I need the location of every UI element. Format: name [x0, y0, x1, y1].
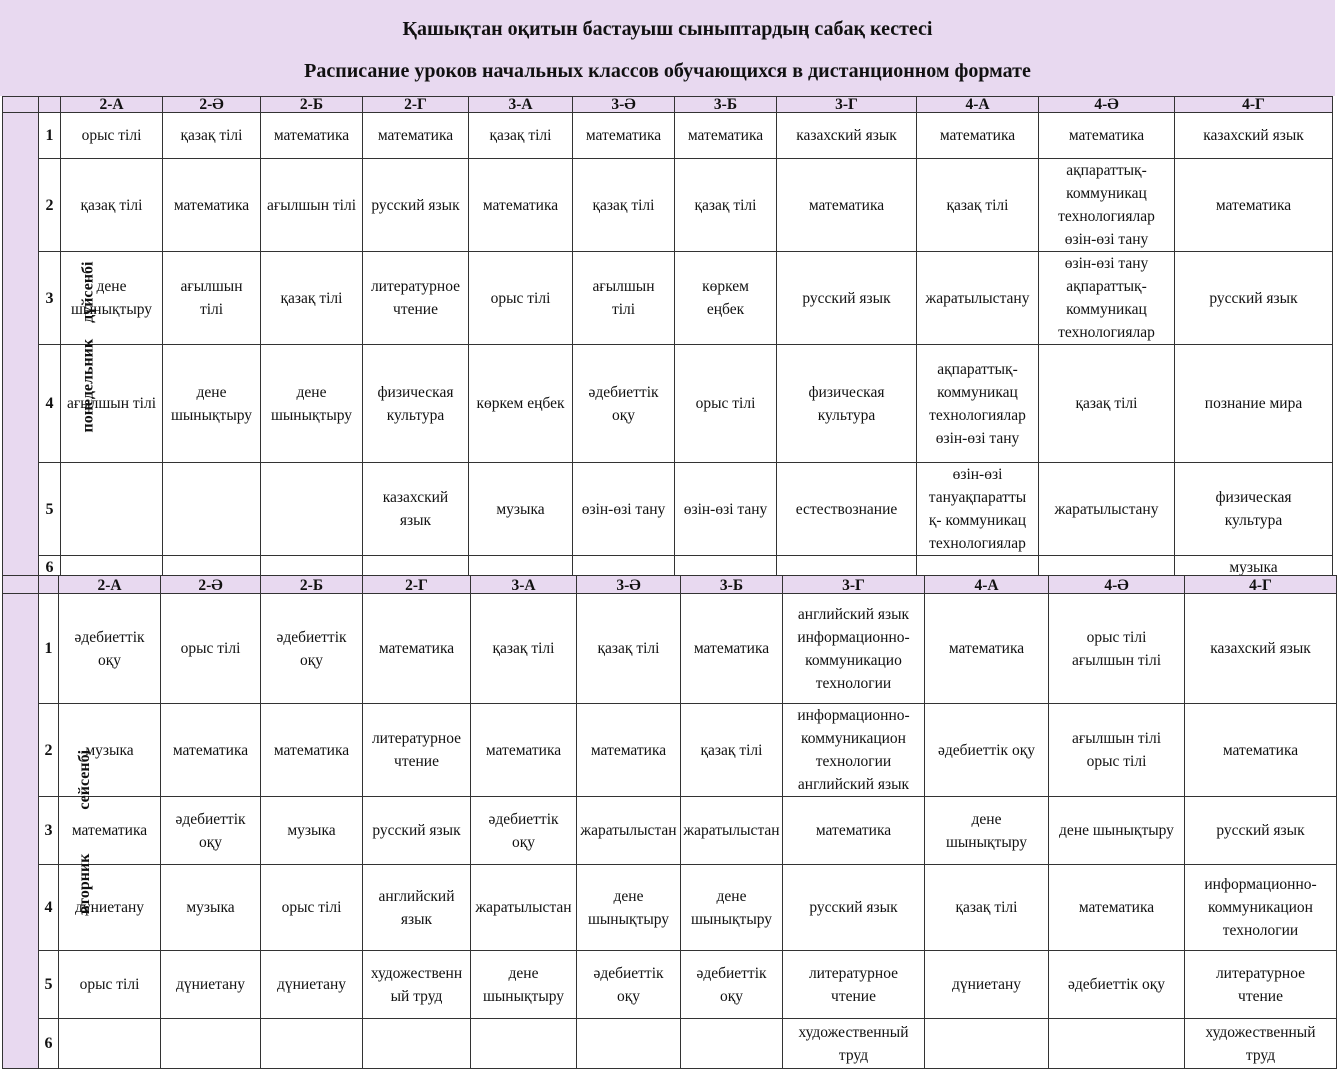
- subject-cell: орыс тілі: [469, 252, 573, 345]
- class-header: 2-Б: [261, 97, 363, 113]
- table-row: [3, 345, 1333, 463]
- subject-cell: қазақ тілі: [681, 704, 783, 797]
- subject-cell: ағылшын тілі: [261, 159, 363, 252]
- subject-cell: әдебиеттік оқу: [925, 704, 1049, 797]
- subject-cell: литературное чтение: [363, 704, 471, 797]
- subject-cell: [577, 1019, 681, 1069]
- subject-cell: әдебиеттік оқу: [161, 797, 261, 865]
- subject-cell: литературное чтение: [1185, 951, 1337, 1019]
- subject-cell: өзін-өзі тануақпаратты қ- коммуникац технологиялар: [917, 463, 1039, 556]
- subject-cell: литературное чтение: [783, 951, 925, 1019]
- title-russian: Расписание уроков начальных классов обучающихся в дистанционном формате: [304, 60, 1031, 82]
- subject-cell: физическая культура: [777, 345, 917, 463]
- lesson-number: 6: [39, 556, 61, 580]
- lesson-number: 5: [39, 463, 61, 556]
- subject-cell: дүниетану: [59, 865, 161, 951]
- table-row: [3, 704, 1337, 797]
- subject-cell: математика: [1039, 113, 1175, 159]
- subject-cell: математика: [675, 113, 777, 159]
- corner-cell: [39, 97, 61, 113]
- subject-cell: орыс тілі: [161, 594, 261, 704]
- subject-cell: ақпараттық- коммуникац технологиялар өзін-өзі тану: [1039, 159, 1175, 252]
- subject-cell: художественн ый труд: [363, 951, 471, 1019]
- subject-cell: русский язык: [777, 252, 917, 345]
- class-header: 2-А: [61, 97, 163, 113]
- subject-cell: көркем еңбек: [675, 252, 777, 345]
- class-header: 2-Г: [363, 97, 469, 113]
- subject-cell: [59, 1019, 161, 1069]
- class-header: 3-Г: [783, 576, 925, 594]
- subject-cell: математика: [917, 113, 1039, 159]
- subject-cell: дүниетану: [161, 951, 261, 1019]
- subject-cell: математика: [59, 797, 161, 865]
- table-row: [3, 951, 1337, 1019]
- subject-cell: математика: [161, 704, 261, 797]
- subject-cell: математика: [163, 159, 261, 252]
- subject-cell: [681, 1019, 783, 1069]
- subject-cell: дене шынықтыру: [471, 951, 577, 1019]
- subject-cell: музыка: [261, 797, 363, 865]
- subject-cell: информационно- коммуникацион технологии: [1185, 865, 1337, 951]
- table-row: [3, 865, 1337, 951]
- subject-cell: қазақ тілі: [925, 865, 1049, 951]
- class-header: 3-Б: [675, 97, 777, 113]
- subject-cell: художественный труд: [783, 1019, 925, 1069]
- subject-cell: дене шынықтыру: [681, 865, 783, 951]
- subject-cell: физическая культура: [1175, 463, 1333, 556]
- subject-cell: дүниетану: [925, 951, 1049, 1019]
- subject-cell: [163, 463, 261, 556]
- subject-cell: [261, 463, 363, 556]
- table-row: [3, 252, 1333, 345]
- subject-cell: русский язык: [363, 159, 469, 252]
- lesson-number: 6: [39, 1019, 59, 1069]
- class-header: 3-А: [469, 97, 573, 113]
- subject-cell: физическая культура: [363, 345, 469, 463]
- subject-cell: қазақ тілі: [261, 252, 363, 345]
- subject-cell: өзін-өзі тану: [675, 463, 777, 556]
- lesson-number: 5: [39, 951, 59, 1019]
- subject-cell: қазақ тілі: [163, 113, 261, 159]
- table-row: [3, 594, 1337, 704]
- subject-cell: әдебиеттік оқу: [1049, 951, 1185, 1019]
- subject-cell: казахский язык: [1175, 113, 1333, 159]
- subject-cell: дене шынықтыру: [1049, 797, 1185, 865]
- subject-cell: қазақ тілі: [1039, 345, 1175, 463]
- subject-cell: ағылшын тілі: [573, 252, 675, 345]
- subject-cell: [161, 1019, 261, 1069]
- subject-cell: көркем еңбек: [469, 345, 573, 463]
- subject-cell: музыка: [161, 865, 261, 951]
- day-label-cell: [3, 113, 97, 580]
- subject-cell: математика: [925, 594, 1049, 704]
- subject-cell: математика: [681, 594, 783, 704]
- subject-cell: [61, 463, 163, 556]
- subject-cell: казахский язык: [363, 463, 469, 556]
- corner-cell: [3, 97, 39, 113]
- subject-cell: математика: [577, 704, 681, 797]
- schedule-table-tuesday: [2, 575, 1337, 1069]
- subject-cell: информационно- коммуникацион технологии английский язык: [783, 704, 925, 797]
- subject-cell: жаратылыстану: [917, 252, 1039, 345]
- subject-cell: [363, 1019, 471, 1069]
- subject-cell: музыка: [469, 463, 573, 556]
- subject-cell: математика: [261, 704, 363, 797]
- subject-cell: өзін-өзі тану ақпараттық- коммуникац технологиялар: [1039, 252, 1175, 345]
- subject-cell: орыс тілі: [261, 865, 363, 951]
- class-header: 4-Ә: [1049, 576, 1185, 594]
- subject-cell: әдебиеттік оқу: [573, 345, 675, 463]
- subject-cell: [471, 1019, 577, 1069]
- subject-cell: әдебиеттік оқу: [261, 594, 363, 704]
- table-row: [3, 797, 1337, 865]
- subject-cell: [1049, 1019, 1185, 1069]
- subject-cell: познание мира: [1175, 345, 1333, 463]
- subject-cell: русский язык: [1185, 797, 1337, 865]
- subject-cell: дене шынықтыру: [61, 252, 163, 345]
- subject-cell: музыка: [1175, 556, 1333, 580]
- subject-cell: дене шынықтыру: [577, 865, 681, 951]
- lesson-number: 1: [39, 113, 61, 159]
- day-label: понедельник дүйсенбі: [79, 261, 97, 432]
- class-header: 4-Г: [1175, 97, 1333, 113]
- lesson-number: 2: [39, 159, 61, 252]
- class-header: 2-А: [59, 576, 161, 594]
- subject-cell: математика: [261, 113, 363, 159]
- class-header: 2-Г: [363, 576, 471, 594]
- subject-cell: математика: [471, 704, 577, 797]
- subject-cell: дене шынықтыру: [261, 345, 363, 463]
- class-header: 3-А: [471, 576, 577, 594]
- subject-cell: әдебиеттік оқу: [59, 594, 161, 704]
- subject-cell: музыка: [59, 704, 161, 797]
- subject-cell: орыс тілі: [59, 951, 161, 1019]
- table-row: [3, 463, 1333, 556]
- class-header: 2-Ә: [163, 97, 261, 113]
- schedule-table-monday: [2, 96, 1333, 580]
- subject-cell: математика: [1185, 704, 1337, 797]
- subject-cell: английский язык информационно- коммуникацио технологии: [783, 594, 925, 704]
- subject-cell: дүниетану: [261, 951, 363, 1019]
- subject-cell: ағылшын тілі: [61, 345, 163, 463]
- class-header: 2-Б: [261, 576, 363, 594]
- subject-cell: [925, 1019, 1049, 1069]
- subject-cell: русский язык: [363, 797, 471, 865]
- subject-cell: математика: [783, 797, 925, 865]
- class-header: 3-Г: [777, 97, 917, 113]
- corner-cell: [39, 576, 59, 594]
- subject-cell: қазақ тілі: [675, 159, 777, 252]
- lesson-number: 3: [39, 252, 61, 345]
- subject-cell: қазақ тілі: [471, 594, 577, 704]
- table-row: [3, 113, 1333, 159]
- subject-cell: қазақ тілі: [469, 113, 573, 159]
- lesson-number: 2: [39, 704, 59, 797]
- subject-cell: естествознание: [777, 463, 917, 556]
- subject-cell: жаратылыстан: [577, 797, 681, 865]
- class-header: 2-Ә: [161, 576, 261, 594]
- subject-cell: қазақ тілі: [917, 159, 1039, 252]
- subject-cell: дене шынықтыру: [163, 345, 261, 463]
- day-label-cell: [3, 594, 94, 1069]
- subject-cell: математика: [573, 113, 675, 159]
- class-header: 4-А: [917, 97, 1039, 113]
- subject-cell: математика: [469, 159, 573, 252]
- subject-cell: ағылшын тілі орыс тілі: [1049, 704, 1185, 797]
- subject-cell: қазақ тілі: [573, 159, 675, 252]
- class-header-row: [3, 97, 1333, 113]
- class-header-row: [3, 576, 1337, 594]
- lesson-number: 1: [39, 594, 59, 704]
- subject-cell: математика: [363, 594, 471, 704]
- subject-cell: әдебиеттік оқу: [577, 951, 681, 1019]
- subject-cell: ағылшын тілі: [163, 252, 261, 345]
- subject-cell: художественный труд: [1185, 1019, 1337, 1069]
- subject-cell: русский язык: [1175, 252, 1333, 345]
- subject-cell: орыс тілі: [675, 345, 777, 463]
- subject-cell: литературное чтение: [363, 252, 469, 345]
- subject-cell: казахский язык: [1185, 594, 1337, 704]
- subject-cell: әдебиеттік оқу: [681, 951, 783, 1019]
- subject-cell: математика: [1175, 159, 1333, 252]
- subject-cell: жаратылыстан: [681, 797, 783, 865]
- lesson-number: 4: [39, 865, 59, 951]
- class-header: 4-А: [925, 576, 1049, 594]
- subject-cell: әдебиеттік оқу: [471, 797, 577, 865]
- subject-cell: өзін-өзі тану: [573, 463, 675, 556]
- subject-cell: ақпараттық- коммуникац технологиялар өзін-өзі тану: [917, 345, 1039, 463]
- subject-cell: английский язык: [363, 865, 471, 951]
- subject-cell: жаратылыстану: [1039, 463, 1175, 556]
- subject-cell: русский язык: [783, 865, 925, 951]
- lesson-number: 4: [39, 345, 61, 463]
- subject-cell: математика: [363, 113, 469, 159]
- class-header: 4-Ә: [1039, 97, 1175, 113]
- subject-cell: казахский язык: [777, 113, 917, 159]
- table-row: [3, 1019, 1337, 1069]
- subject-cell: [261, 1019, 363, 1069]
- corner-cell: [3, 576, 39, 594]
- class-header: 3-Б: [681, 576, 783, 594]
- table-row: [3, 159, 1333, 252]
- class-header: 4-Г: [1185, 576, 1337, 594]
- day-label: вторник сейсенбі: [76, 749, 94, 914]
- subject-cell: қазақ тілі: [61, 159, 163, 252]
- subject-cell: жаратылыстан: [471, 865, 577, 951]
- subject-cell: математика: [777, 159, 917, 252]
- lesson-number: 3: [39, 797, 59, 865]
- subject-cell: орыс тілі ағылшын тілі: [1049, 594, 1185, 704]
- subject-cell: орыс тілі: [61, 113, 163, 159]
- class-header: 3-Ә: [573, 97, 675, 113]
- title-kazakh: Қашықтан оқитын бастауыш сыныптардың сабақ кестесі: [402, 18, 933, 40]
- class-header: 3-Ә: [577, 576, 681, 594]
- subject-cell: дене шынықтыру: [925, 797, 1049, 865]
- subject-cell: қазақ тілі: [577, 594, 681, 704]
- subject-cell: математика: [1049, 865, 1185, 951]
